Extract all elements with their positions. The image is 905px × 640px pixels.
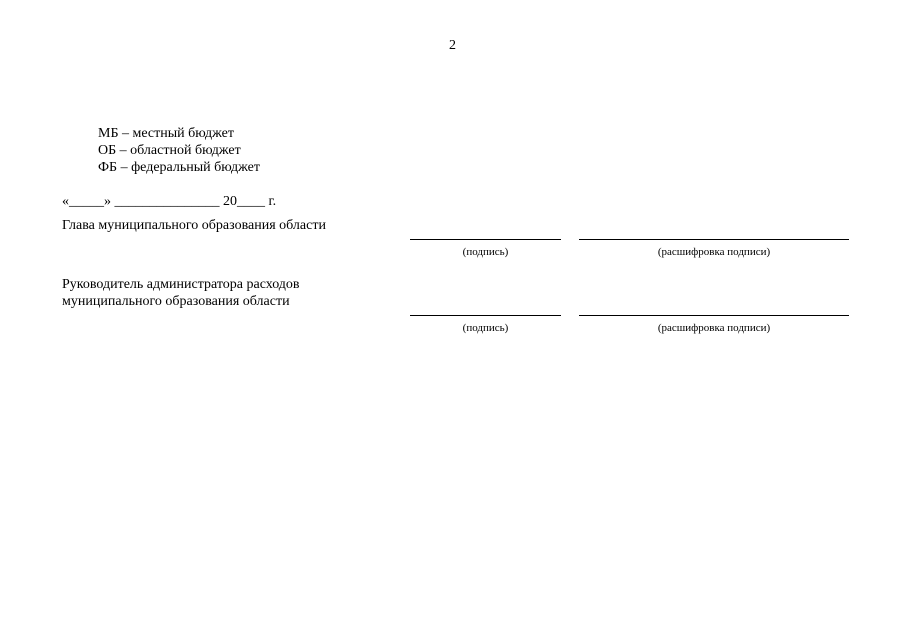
legend-item-fb: ФБ – федеральный бюджет [98, 160, 260, 175]
date-line: «_____» _______________ 20____ г. [62, 194, 277, 209]
signature-decoding-line [579, 315, 849, 316]
signature-decoding-line [579, 239, 849, 240]
head-title: Глава муниципального образования области [62, 218, 326, 233]
signature-caption: (подпись) [462, 246, 509, 258]
administrator-title-line-2: муниципального образования области [62, 294, 290, 309]
legend-item-mb: МБ – местный бюджет [98, 126, 234, 141]
legend-item-ob: ОБ – областной бюджет [98, 143, 241, 158]
signature-caption: (подпись) [462, 322, 509, 334]
administrator-title-line-1: Руководитель администратора расходов [62, 277, 300, 292]
signature-decoding-caption: (расшифровка подписи) [657, 322, 771, 334]
signature-decoding-caption: (расшифровка подписи) [657, 246, 771, 258]
signature-line [410, 315, 561, 316]
page-number: 2 [449, 38, 456, 53]
signature-line [410, 239, 561, 240]
